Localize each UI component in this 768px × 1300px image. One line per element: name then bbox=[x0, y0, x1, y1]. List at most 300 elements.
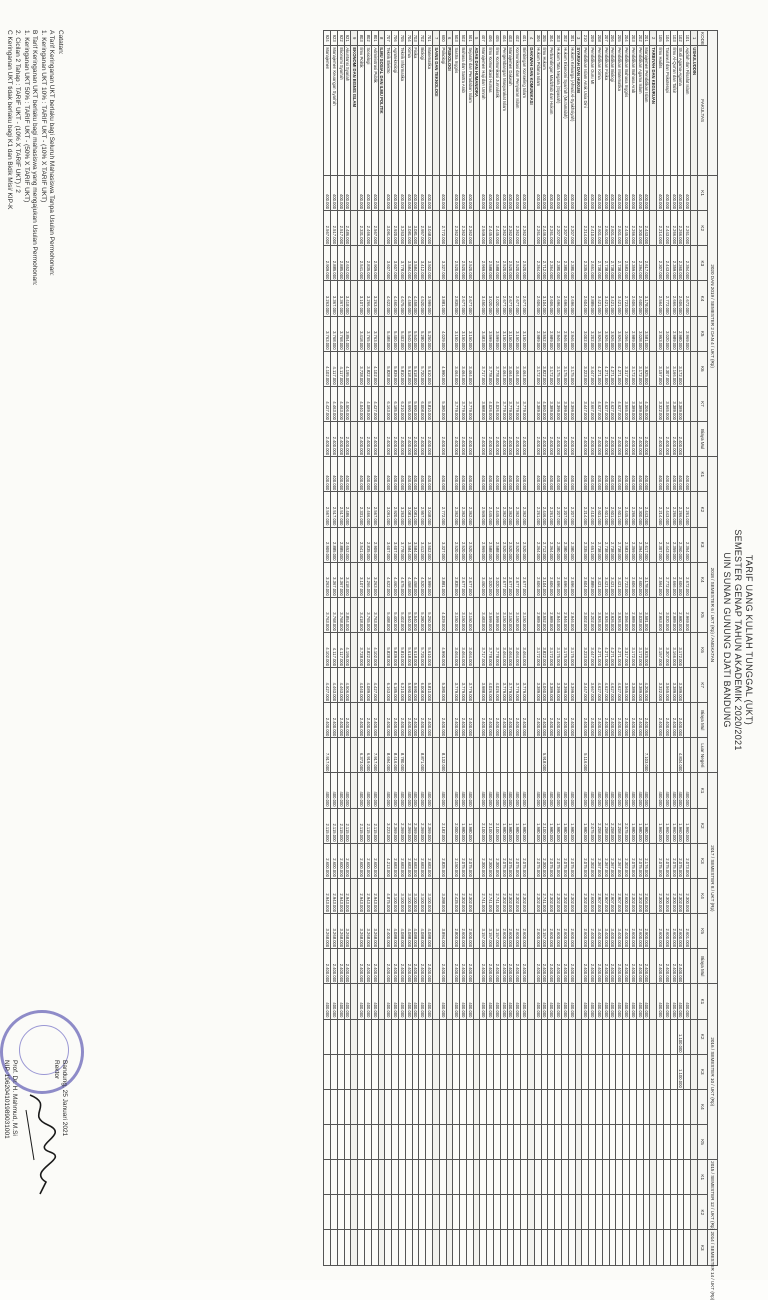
tariff-cell bbox=[392, 1019, 399, 1054]
tariff-cell: 2.601.000 bbox=[602, 492, 609, 527]
tariff-cell: 2.075.000 bbox=[562, 843, 569, 878]
program-name: Pendidikan Bahasa Inggris bbox=[623, 46, 630, 176]
tariff-cell bbox=[643, 1195, 650, 1230]
tariff-cell bbox=[677, 1089, 684, 1124]
tariff-cell bbox=[378, 668, 385, 703]
tariff-cell: 2.520.000 bbox=[521, 246, 528, 281]
tariff-cell: 1.980.000 bbox=[521, 808, 528, 843]
tariff-cell bbox=[575, 668, 582, 703]
tariff-cell: 2.400.000 bbox=[514, 703, 521, 738]
tariff-cell: 400.000 bbox=[398, 984, 405, 1019]
tariff-cell: 2.400.000 bbox=[609, 421, 616, 456]
tariff-cell bbox=[650, 351, 657, 386]
tariff-cell: 3.091.000 bbox=[385, 211, 392, 246]
tariff-cell bbox=[528, 386, 535, 421]
tariff-cell bbox=[378, 949, 385, 984]
tariff-cell: 3.172.000 bbox=[677, 351, 684, 386]
tariff-cell: 3.778.000 bbox=[398, 246, 405, 281]
tariff-cell: 1.960.000 bbox=[664, 808, 671, 843]
tariff-cell: 2.677.000 bbox=[466, 562, 473, 597]
tariff-cell bbox=[405, 1124, 412, 1159]
tariff-cell: 3.418.000 bbox=[344, 562, 351, 597]
program-code: 208 bbox=[596, 31, 603, 46]
tariff-cell: 3.172.000 bbox=[548, 632, 555, 667]
tariff-cell bbox=[473, 949, 480, 984]
tariff-cell: 2.400.000 bbox=[324, 421, 331, 456]
tariff-cell bbox=[412, 1230, 419, 1266]
tariff-cell bbox=[432, 421, 439, 456]
tariff-cell bbox=[650, 914, 657, 949]
tariff-cell: 2.696.000 bbox=[562, 281, 569, 316]
tariff-cell: 3.020.000 bbox=[664, 316, 671, 351]
tariff-cell: 400.000 bbox=[548, 176, 555, 211]
tariff-cell: 3.412.000 bbox=[419, 527, 426, 562]
tariff-cell: 2.738.000 bbox=[596, 246, 603, 281]
tariff-cell bbox=[677, 1230, 684, 1266]
tariff-cell bbox=[378, 316, 385, 351]
tariff-cell: 3.779.000 bbox=[453, 386, 460, 421]
tariff-cell: 2.400.000 bbox=[541, 949, 548, 984]
tariff-cell: 2.367.000 bbox=[602, 843, 609, 878]
tariff-cell: 400.000 bbox=[664, 984, 671, 1019]
tariff-cell: 2.425.000 bbox=[453, 878, 460, 913]
tariff-cell: 3.400.000 bbox=[609, 914, 616, 949]
tariff-cell bbox=[371, 1195, 378, 1230]
tariff-cell: 2.302.000 bbox=[521, 878, 528, 913]
tariff-cell bbox=[528, 843, 535, 878]
program-name: Manajemen Dakwah bbox=[507, 46, 514, 176]
tariff-cell bbox=[385, 1160, 392, 1195]
tariff-cell: 3.028.000 bbox=[636, 316, 643, 351]
tariff-cell: 2.400.000 bbox=[364, 421, 371, 456]
tariff-cell bbox=[650, 176, 657, 211]
tariff-cell: 2.359.000 bbox=[630, 246, 637, 281]
tariff-cell: 2.400.000 bbox=[385, 914, 392, 949]
tariff-cell: 3.607.000 bbox=[392, 527, 399, 562]
tariff-cell: 5.488.000 bbox=[385, 316, 392, 351]
document-subtitle-semester: SEMESTER GENAP TAHUN AKADEMIK 2020/2021 bbox=[733, 529, 743, 751]
tariff-cell bbox=[473, 492, 480, 527]
tariff-cell bbox=[609, 1195, 616, 1230]
tariff-cell bbox=[602, 1160, 609, 1195]
tariff-cell bbox=[446, 176, 453, 211]
tariff-cell: 400.000 bbox=[562, 773, 569, 808]
tariff-cell: 400.000 bbox=[623, 457, 630, 492]
tariff-cell: 2.600.000 bbox=[521, 914, 528, 949]
tariff-cell: 2.261.000 bbox=[684, 492, 691, 527]
tariff-cell: 400.000 bbox=[398, 773, 405, 808]
tariff-cell bbox=[650, 1124, 657, 1159]
tariff-cell: 2.600.000 bbox=[677, 914, 684, 949]
tariff-cell: 2.360.000 bbox=[677, 246, 684, 281]
tariff-cell: 2.400.000 bbox=[494, 421, 501, 456]
tariff-cell bbox=[657, 1089, 664, 1124]
tariff-cell: 400.000 bbox=[330, 457, 337, 492]
tariff-cell bbox=[514, 738, 521, 773]
tariff-cell: 4.520.000 bbox=[419, 562, 426, 597]
tariff-cell: 3.765.000 bbox=[364, 316, 371, 351]
tariff-cell bbox=[426, 738, 433, 773]
faculty-number: 2 bbox=[650, 31, 657, 46]
tariff-cell: 400.000 bbox=[568, 457, 575, 492]
tariff-cell bbox=[385, 1054, 392, 1089]
tariff-cell bbox=[364, 1089, 371, 1124]
tariff-cell: 5.828.000 bbox=[385, 351, 392, 386]
tariff-cell: 4.990.000 bbox=[439, 351, 446, 386]
tariff-cell: 2.772.000 bbox=[439, 492, 446, 527]
tariff-cell: 2.400.000 bbox=[514, 421, 521, 456]
tariff-cell: 400.000 bbox=[344, 176, 351, 211]
tariff-cell bbox=[398, 1019, 405, 1054]
tariff-cell: 400.000 bbox=[439, 984, 446, 1019]
tariff-cell: 2.362.000 bbox=[514, 492, 521, 527]
tariff-cell: 3.399.000 bbox=[562, 386, 569, 421]
tariff-cell: 3.599.000 bbox=[487, 597, 494, 632]
tariff-cell: 400.000 bbox=[677, 176, 684, 211]
tariff-cell: 3.268.000 bbox=[358, 914, 365, 949]
tariff-cell bbox=[398, 1230, 405, 1266]
tariff-cell: 4.195.000 bbox=[344, 632, 351, 667]
tariff-cell: 2.601.000 bbox=[616, 211, 623, 246]
tariff-cell bbox=[385, 1089, 392, 1124]
tariff-cell: 400.000 bbox=[405, 984, 412, 1019]
column-header: Biaya Mul bbox=[698, 421, 708, 456]
tariff-cell: 3.421.000 bbox=[596, 562, 603, 597]
program-code: 203 bbox=[630, 31, 637, 46]
program-name: Pendidikan Kimia bbox=[596, 46, 603, 176]
tariff-cell bbox=[528, 1019, 535, 1054]
tariff-cell: 400.000 bbox=[337, 984, 344, 1019]
tariff-cell: 2.362.000 bbox=[507, 492, 514, 527]
tariff-cell: 2.359.000 bbox=[670, 246, 677, 281]
column-header: K1 bbox=[698, 984, 708, 1019]
tariff-cell bbox=[351, 316, 358, 351]
tariff-cell bbox=[446, 843, 453, 878]
tariff-cell bbox=[324, 1124, 331, 1159]
tariff-cell: 400.000 bbox=[500, 984, 507, 1019]
tariff-cell bbox=[609, 1054, 616, 1089]
tariff-cell: 3.779.000 bbox=[514, 668, 521, 703]
tariff-cell bbox=[480, 1160, 487, 1195]
tariff-cell bbox=[670, 1089, 677, 1124]
tariff-cell: 400.000 bbox=[636, 176, 643, 211]
program-name: Manajemen Pendidikan Islam bbox=[643, 46, 650, 176]
table-row bbox=[548, 31, 555, 1266]
tariff-cell bbox=[378, 421, 385, 456]
tariff-cell: 2.946.000 bbox=[555, 597, 562, 632]
tariff-cell bbox=[466, 738, 473, 773]
tariff-cell bbox=[446, 527, 453, 562]
tariff-cell bbox=[589, 738, 596, 773]
tariff-cell bbox=[453, 738, 460, 773]
tariff-cell: 2.517.000 bbox=[337, 492, 344, 527]
tariff-cell: 7.917.000 bbox=[324, 738, 331, 773]
tariff-cell: 3.223.000 bbox=[582, 632, 589, 667]
tariff-cell: 2.300.000 bbox=[487, 843, 494, 878]
tariff-cell bbox=[650, 246, 657, 281]
tariff-cell: 2.261.000 bbox=[534, 492, 541, 527]
tariff-cell: 2.300.000 bbox=[636, 211, 643, 246]
note-a: A Tarif Keringanan UKT berlaku bagi Seluruh Mahasiswa Tanpa Usulan Permohonan: bbox=[48, 30, 56, 276]
tariff-cell bbox=[446, 246, 453, 281]
tariff-cell bbox=[392, 1160, 399, 1195]
tariff-cell: 3.150.000 bbox=[460, 316, 467, 351]
tariff-cell bbox=[602, 1195, 609, 1230]
tariff-cell: 2.400.000 bbox=[487, 703, 494, 738]
program-code: 105 bbox=[657, 31, 664, 46]
tariff-cell bbox=[351, 1054, 358, 1089]
tariff-cell bbox=[446, 808, 453, 843]
tariff-cell bbox=[398, 1054, 405, 1089]
tariff-cell: 2.683.000 bbox=[412, 843, 419, 878]
tariff-cell: 400.000 bbox=[507, 773, 514, 808]
tariff-cell: 2.949.000 bbox=[480, 211, 487, 246]
tariff-cell: 2.445.000 bbox=[494, 492, 501, 527]
tariff-cell: 2.466.000 bbox=[364, 492, 371, 527]
tariff-cell bbox=[351, 1195, 358, 1230]
tariff-cell bbox=[514, 1160, 521, 1195]
tariff-cell: 3.389.000 bbox=[548, 668, 555, 703]
tariff-cell bbox=[330, 1089, 337, 1124]
tariff-cell: 3.399.000 bbox=[562, 668, 569, 703]
tariff-cell bbox=[684, 386, 691, 421]
tariff-cell bbox=[575, 632, 582, 667]
tariff-cell: 2.677.000 bbox=[521, 562, 528, 597]
tariff-cell bbox=[473, 843, 480, 878]
tariff-cell: 3.317.000 bbox=[623, 632, 630, 667]
tariff-cell: 2.600.000 bbox=[534, 914, 541, 949]
tariff-cell: 400.000 bbox=[670, 984, 677, 1019]
tariff-cell bbox=[664, 1089, 671, 1124]
tariff-cell: 2.400.000 bbox=[398, 421, 405, 456]
tariff-cell: 2.400.000 bbox=[623, 703, 630, 738]
tariff-cell bbox=[432, 878, 439, 913]
tariff-cell: 400.000 bbox=[568, 773, 575, 808]
tariff-cell: 3.728.000 bbox=[358, 632, 365, 667]
tariff-cell: 2.400.000 bbox=[330, 703, 337, 738]
tariff-cell bbox=[562, 1054, 569, 1089]
tariff-cell bbox=[691, 597, 698, 632]
tariff-cell: 400.000 bbox=[405, 457, 412, 492]
tariff-cell: 2.400.000 bbox=[582, 703, 589, 738]
program-code: 406 bbox=[487, 31, 494, 46]
tariff-cell: 5.540.000 bbox=[405, 597, 412, 632]
tariff-cell: 4.458.000 bbox=[405, 281, 412, 316]
tariff-cell bbox=[670, 1019, 677, 1054]
tariff-cell: 400.000 bbox=[392, 984, 399, 1019]
tariff-cell: 2.394.000 bbox=[636, 527, 643, 562]
tariff-cell bbox=[575, 1230, 582, 1266]
tariff-cell bbox=[439, 1124, 446, 1159]
tariff-cell: 2.980.000 bbox=[677, 316, 684, 351]
tariff-cell bbox=[487, 738, 494, 773]
tariff-cell: 3.399.000 bbox=[568, 668, 575, 703]
faculty-header-row bbox=[575, 31, 582, 1266]
tariff-cell bbox=[636, 738, 643, 773]
tariff-cell bbox=[534, 1230, 541, 1266]
tariff-cell: 2.214.000 bbox=[582, 492, 589, 527]
tariff-cell: 4.271.000 bbox=[596, 351, 603, 386]
tariff-cell: 3.779.000 bbox=[514, 386, 521, 421]
tariff-cell bbox=[616, 1160, 623, 1195]
tariff-cell: 4.506.000 bbox=[344, 386, 351, 421]
tariff-cell: 3.502.000 bbox=[426, 527, 433, 562]
tariff-cell: 5.250.000 bbox=[426, 597, 433, 632]
tariff-cell bbox=[473, 738, 480, 773]
tariff-cell: 2.800.000 bbox=[453, 914, 460, 949]
tariff-cell bbox=[528, 949, 535, 984]
tariff-cell: 2.380.000 bbox=[555, 527, 562, 562]
tariff-cell: 2.723.000 bbox=[623, 562, 630, 597]
tariff-cell bbox=[378, 1089, 385, 1124]
tariff-cell: 1.980.000 bbox=[568, 808, 575, 843]
tariff-cell: 1.960.000 bbox=[657, 808, 664, 843]
tariff-cell bbox=[480, 1124, 487, 1159]
tariff-cell bbox=[378, 808, 385, 843]
tariff-cell: 1.980.000 bbox=[582, 808, 589, 843]
tariff-cell: 2.738.000 bbox=[616, 246, 623, 281]
tariff-cell: 3.447.000 bbox=[582, 668, 589, 703]
program-code: 802 bbox=[364, 31, 371, 46]
tariff-cell bbox=[446, 632, 453, 667]
tariff-cell: 2.400.000 bbox=[664, 421, 671, 456]
tariff-cell bbox=[419, 1124, 426, 1159]
tariff-cell: 4.271.000 bbox=[609, 351, 616, 386]
tariff-cell: 2.617.000 bbox=[643, 246, 650, 281]
tariff-cell bbox=[623, 1089, 630, 1124]
tariff-cell: 2.445.000 bbox=[623, 211, 630, 246]
tariff-cell: 400.000 bbox=[371, 176, 378, 211]
tariff-cell bbox=[562, 1124, 569, 1159]
tariff-cell bbox=[446, 281, 453, 316]
tariff-cell bbox=[630, 1089, 637, 1124]
tariff-cell: 2.588.000 bbox=[487, 246, 494, 281]
tariff-cell bbox=[630, 1019, 637, 1054]
tariff-cell bbox=[691, 316, 698, 351]
tariff-cell bbox=[480, 1054, 487, 1089]
tariff-cell bbox=[596, 1195, 603, 1230]
tariff-cell: 2.300.000 bbox=[480, 843, 487, 878]
tariff-cell bbox=[575, 914, 582, 949]
tariff-cell: 2.980.000 bbox=[677, 597, 684, 632]
tariff-cell: 2.075.000 bbox=[460, 843, 467, 878]
tariff-cell: 2.969.000 bbox=[684, 316, 691, 351]
tariff-cell: 2.606.000 bbox=[548, 281, 555, 316]
table-row bbox=[507, 31, 514, 1266]
tariff-cell: 2.400.000 bbox=[596, 421, 603, 456]
program-code: 201 bbox=[643, 31, 650, 46]
tariff-cell: 400.000 bbox=[412, 457, 419, 492]
tariff-cell: 5.402.000 bbox=[398, 597, 405, 632]
tariff-cell bbox=[351, 808, 358, 843]
tariff-cell bbox=[664, 1054, 671, 1089]
tariff-cell bbox=[412, 1089, 419, 1124]
tariff-cell bbox=[575, 281, 582, 316]
tariff-cell: 3.178.000 bbox=[643, 281, 650, 316]
tariff-cell: 4.060.000 bbox=[541, 668, 548, 703]
tariff-cell: 2.400.000 bbox=[500, 421, 507, 456]
tariff-cell: 3.266.000 bbox=[364, 281, 371, 316]
tariff-cell bbox=[351, 773, 358, 808]
tariff-cell bbox=[541, 1160, 548, 1195]
tariff-cell: 2.207.000 bbox=[568, 492, 575, 527]
tariff-cell: 400.000 bbox=[392, 773, 399, 808]
tariff-cell bbox=[412, 1124, 419, 1159]
tariff-cell bbox=[446, 457, 453, 492]
tariff-cell bbox=[446, 914, 453, 949]
program-name: Manajemen Haji dan Umrah bbox=[480, 46, 487, 176]
tariff-cell bbox=[378, 492, 385, 527]
tariff-cell: 3.150.000 bbox=[453, 597, 460, 632]
tariff-cell: 4.117.000 bbox=[337, 632, 344, 667]
tariff-cell: 2.520.000 bbox=[521, 527, 528, 562]
tariff-cell bbox=[521, 1160, 528, 1195]
tariff-cell: 2.567.000 bbox=[371, 211, 378, 246]
tariff-cell: 2.400.000 bbox=[657, 949, 664, 984]
tariff-cell: 2.696.000 bbox=[562, 562, 569, 597]
tariff-cell bbox=[405, 1195, 412, 1230]
column-header: K6 bbox=[698, 351, 708, 386]
tariff-cell: 400.000 bbox=[582, 984, 589, 1019]
tariff-cell: 400.000 bbox=[541, 984, 548, 1019]
tariff-cell bbox=[548, 1230, 555, 1266]
tariff-cell bbox=[446, 773, 453, 808]
tariff-cell: 7.103.000 bbox=[643, 738, 650, 773]
tariff-cell bbox=[507, 1160, 514, 1195]
tariff-cell bbox=[473, 1160, 480, 1195]
program-code: 600 bbox=[439, 31, 446, 46]
tariff-cell: 3.322.000 bbox=[657, 668, 664, 703]
tariff-cell: 3.263.000 bbox=[371, 562, 378, 597]
tariff-cell: 2.400.000 bbox=[439, 421, 446, 456]
tariff-cell bbox=[636, 1195, 643, 1230]
tariff-cell: 2.362.000 bbox=[500, 211, 507, 246]
tariff-cell: 5.380.000 bbox=[439, 668, 446, 703]
tariff-cell: 3.421.000 bbox=[616, 562, 623, 597]
tariff-cell: 2.335.000 bbox=[582, 527, 589, 562]
tariff-cell: 2.600.000 bbox=[337, 843, 344, 878]
tariff-cell: 2.600.000 bbox=[568, 914, 575, 949]
tariff-cell: 2.520.000 bbox=[453, 527, 460, 562]
tariff-cell: 2.601.000 bbox=[609, 211, 616, 246]
tariff-cell bbox=[364, 1160, 371, 1195]
tariff-cell: 3.367.000 bbox=[337, 281, 344, 316]
tariff-cell bbox=[385, 1124, 392, 1159]
tariff-cell: 400.000 bbox=[548, 773, 555, 808]
table-row bbox=[419, 31, 426, 1266]
tariff-cell: 400.000 bbox=[385, 176, 392, 211]
tariff-cell bbox=[378, 703, 385, 738]
tariff-cell bbox=[500, 1160, 507, 1195]
tariff-cell: 400.000 bbox=[412, 176, 419, 211]
tariff-cell: 2.600.000 bbox=[507, 914, 514, 949]
tariff-cell: 2.400.000 bbox=[480, 949, 487, 984]
tariff-cell: 2.400.000 bbox=[453, 421, 460, 456]
tariff-cell bbox=[432, 773, 439, 808]
tariff-cell bbox=[432, 1054, 439, 1089]
tariff-cell: 1.980.000 bbox=[507, 808, 514, 843]
table-row bbox=[609, 31, 616, 1266]
tariff-cell: 400.000 bbox=[677, 984, 684, 1019]
tariff-cell bbox=[541, 1230, 548, 1266]
tariff-cell: 4.205.000 bbox=[643, 668, 650, 703]
tariff-cell: 3.020.000 bbox=[487, 281, 494, 316]
tariff-cell bbox=[398, 1195, 405, 1230]
tariff-cell bbox=[378, 1160, 385, 1195]
tariff-cell bbox=[439, 1019, 446, 1054]
tariff-cell: 4.117.000 bbox=[337, 351, 344, 386]
tariff-cell bbox=[324, 1160, 331, 1195]
